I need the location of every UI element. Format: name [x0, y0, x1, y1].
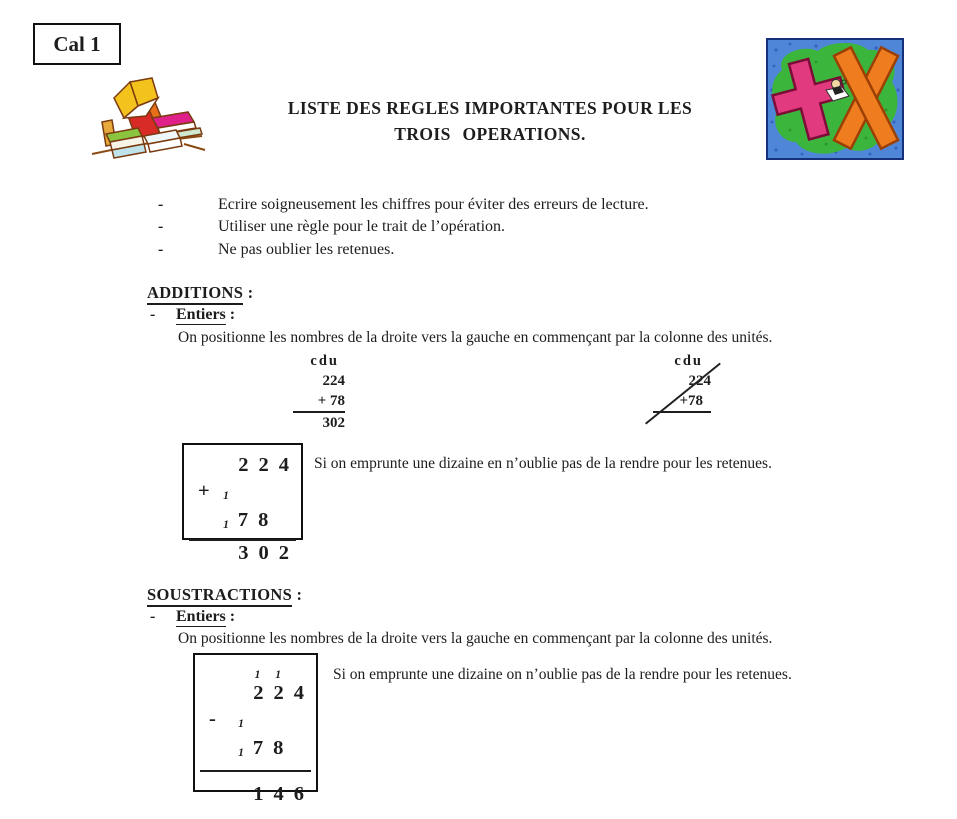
- subtractions-heading-text: SOUSTRACTIONS: [147, 585, 292, 607]
- operand-top: 224: [253, 682, 314, 704]
- subtractions-intro: On positionne les nombres de la droite vers la gauche en commençant par la colonne des unités.: [178, 630, 773, 647]
- subheading-colon: :: [225, 306, 236, 323]
- subtractions-subheading-text: Entiers: [176, 608, 226, 625]
- additions-subheading: [150, 306, 235, 324]
- operand-top: 224: [322, 373, 345, 389]
- bullet-dash: -: [158, 240, 164, 258]
- plus-times-icon: [766, 38, 904, 160]
- additions-subheading-text: Entiers: [176, 306, 226, 323]
- result: 302: [322, 415, 345, 431]
- heading-colon: :: [243, 283, 254, 302]
- addition-note: Si on emprunte une dizaine en n’oublie pas de la rendre pour les retenues.: [314, 455, 772, 472]
- books-clipart-icon: [88, 72, 206, 168]
- operand-bottom: 78: [237, 509, 279, 531]
- carry-marks: 1 1: [238, 718, 250, 759]
- addition-example-correct: [293, 351, 345, 433]
- subtractions-heading: [147, 585, 302, 605]
- operand-bottom: + 78: [293, 391, 345, 413]
- column-header: cdu: [310, 353, 339, 369]
- carry-marks: 1 1: [223, 490, 235, 531]
- result: 302: [238, 542, 299, 564]
- additions-heading-text: ADDITIONS: [147, 283, 243, 305]
- bullet-dash: -: [158, 196, 164, 213]
- addition-example-wrong: [653, 351, 711, 413]
- column-header: cdu: [674, 353, 703, 369]
- operand-bottom: +78: [653, 391, 711, 413]
- additions-intro: On positionne les nombres de la droite vers la gauche en commençant par la colonne des unités.: [178, 329, 773, 346]
- list-item: [158, 241, 798, 263]
- result: 146: [253, 783, 314, 805]
- subtraction-box: [193, 653, 318, 805]
- page-label: Cal 1: [53, 31, 101, 56]
- books-clipart-image: [88, 72, 206, 168]
- operand-top: 224: [238, 454, 299, 476]
- operator-plus: +: [198, 480, 210, 502]
- operator-minus: -: [209, 708, 216, 730]
- borrow-marks: 1 1: [254, 669, 287, 681]
- plus-times-logo-image: [766, 38, 904, 160]
- heading-colon: :: [292, 585, 303, 604]
- title-line-1: LISTE DES REGLES IMPORTANTES POUR LES: [287, 98, 693, 118]
- list-item: [158, 218, 798, 240]
- subheading-colon: :: [225, 608, 236, 625]
- page-title: [225, 95, 755, 147]
- operation-line: [200, 770, 311, 772]
- rule-text: Ecrire soigneusement les chiffres pour éviter des erreurs de lecture.: [218, 196, 649, 213]
- sub-dash: -: [150, 306, 156, 323]
- bullet-dash: -: [158, 218, 164, 236]
- operand-bottom: 78: [252, 737, 294, 759]
- list-item: [158, 196, 798, 218]
- operand-top: 224: [688, 373, 711, 389]
- rule-text: Ne pas oublier les retenues.: [218, 240, 395, 258]
- rules-list: [158, 196, 798, 263]
- subtractions-subheading: [150, 608, 235, 626]
- sub-dash: -: [150, 608, 156, 625]
- rule-text: Utiliser une règle pour le trait de l’opération.: [218, 218, 506, 236]
- title-line-2: TROIS OPERATIONS.: [394, 124, 586, 144]
- subtraction-note: Si on emprunte une dizaine on n’oublie pas de la rendre pour les retenues.: [333, 666, 792, 683]
- page-label-box: [33, 23, 121, 65]
- additions-heading: [147, 283, 253, 303]
- addition-box: [182, 443, 303, 564]
